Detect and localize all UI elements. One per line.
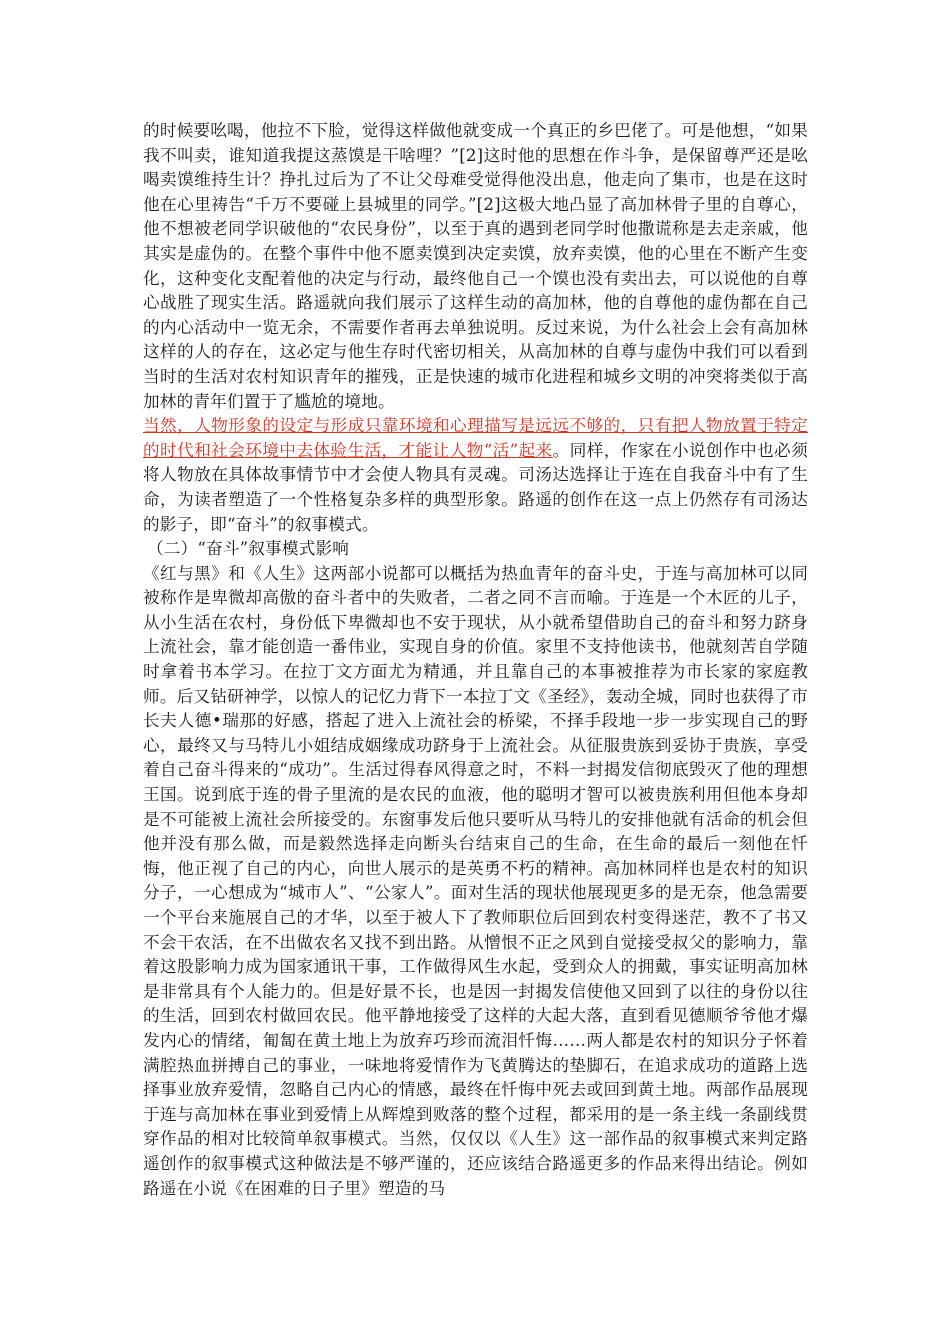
paragraph-2-rest: 。同样，作家在小说创作中也必须将人物放在具体故事情节中才会使人物具有灵魂。司汤达选择让于连在自我奋斗中有了生命，为读者塑造了一个性格复杂多样的典型形象。路遥的创作在这一点上仍然存有司汤达的影子，即“奋斗”的叙事模式。 <box>143 440 809 534</box>
highlighted-sentence: 当然，人物形象的设定与形成只靠环境和心理描写是远远不够的，只有把人物放置于特定的时代和社会环境中去体验生活，才能让人物“活”起来 <box>143 416 808 460</box>
document-body <box>143 119 808 1201</box>
paragraph-2 <box>143 414 808 537</box>
paragraph-1: 的时候要吆喝，他拉不下脸，觉得这样做他就变成一个真正的乡巴佬了。可是他想，“如果我不叫卖，谁知道我提这蒸馍是干啥哩？”[2]这时他的思想在作斗争，是保留尊严还是吆喝卖馍维持生计？挣扎过后为了不让父母难受觉得他没出息，他走向了集市，也是在这时他在心里祷告“千万不要碰上县城里的同学。”[2]这极大地凸显了高加林骨子里的自尊心，他不想被老同学识破他的“农民身份”，以至于真的遇到老同学时他撒谎称是去走亲戚，他其实是虚伪的。在整个事件中他不愿卖馍到决定卖馍，放弃卖馍，他的心里在不断产生变化，这种变化支配着他的决定与行动，最终他自己一个馍也没有卖出去，可以说他的自尊心战胜了现实生活。路遥就向我们展示了这样生动的高加林，他的自尊他的虚伪都在自己的内心活动中一览无余，不需要作者再去单独说明。反过来说，为什么社会上会有高加林这样的人的存在，这必定与他生存时代密切相关，从高加林的自尊与虚伪中我们可以看到当时的生活对农村知识青年的摧残，正是快速的城市化进程和城乡文明的冲突将类似于高加林的青年们置于了尴尬的境地。 <box>143 121 808 411</box>
paragraph-3: 《红与黑》和《人生》这两部小说都可以概括为热血青年的奋斗史，于连与高加林可以同被称作是卑微却高傲的奋斗者中的失败者，二者之同不言而喻。于连是一个木匠的儿子，从小生活在农村，身份低下卑微却也不安于现状，从小就希望借助自己的奋斗和努力跻身上流社会，靠才能创造一番伟业，实现自身的价值。家里不支持他读书，他就刻苦自学随时拿着书本学习。在拉丁文方面尤为精通，并且靠自己的本事被推荐为市长家的家庭教师。后又钻研神学，以惊人的记忆力背下一本拉丁文《圣经》，轰动全城，同时也获得了市长夫人德•瑞那的好感，搭起了进入上流社会的桥梁，不择手段地一步一步实现自己的野心，最终又与马特儿小姐结成姻缘成功跻身于上流社会。从征服贵族到妥协于贵族，享受着自己奋斗得来的“成功”。生活过得春风得意之时，不料一封揭发信彻底毁灭了他的理想王国。说到底于连的骨子里流的是农民的血液，他的聪明才智可以被贵族利用但他本身却是不可能被上流社会所接受的。东窗事发后他只要听从马特儿的安排他就有活命的机会但他并没有那么做，而是毅然选择走向断头台结束自己的生命，在生命的最后一刻他在忏悔，他正视了自己的内心，向世人展示的是英勇不朽的精神。高加林同样也是农村的知识分子，一心想成为“城市人”、“公家人”。面对生活的现状他展现更多的是无奈，他急需要一个平台来施展自己的才华，以至于被人下了教师职位后回到农村变得迷茫，教不了书又不会干农活，在不出做农名又找不到出路。从憎恨不正之风到自觉接受叔父的影响力，靠着这股影响力成为国家通讯干事，工作做得风生水起，受到众人的拥戴，事实证明高加林是非常具有个人能力的。但是好景不长，也是因一封揭发信使他又回到了以往的身份以往的生活，回到农村做回农民。他平静地接受了这样的大起大落，直到看见德顺爷爷他才爆发内心的情绪，匍匐在黄土地上为放弃巧珍而流泪忏悔……两人都是农村的知识分子怀着满腔热血拼搏自己的事业，一味地将爱情作为飞黄腾达的垫脚石，在追求成功的道路上选择事业放弃爱情，忽略自己内心的情感，最终在忏悔中死去或回到黄土地。两部作品展现于连与高加林在事业到爱情上从辉煌到败落的整个过程，都采用的是一条主线一条副线贯穿作品的相对比较简单叙事模式。当然，仅仅以《人生》这一部作品的叙事模式来判定路遥创作的叙事模式这种做法是不够严谨的，还应该结合路遥更多的作品来得出结论。例如路遥在小说《在困难的日子里》塑造的马 <box>143 563 808 1198</box>
section-heading: （二）“奋斗”叙事模式影响 <box>147 539 350 559</box>
